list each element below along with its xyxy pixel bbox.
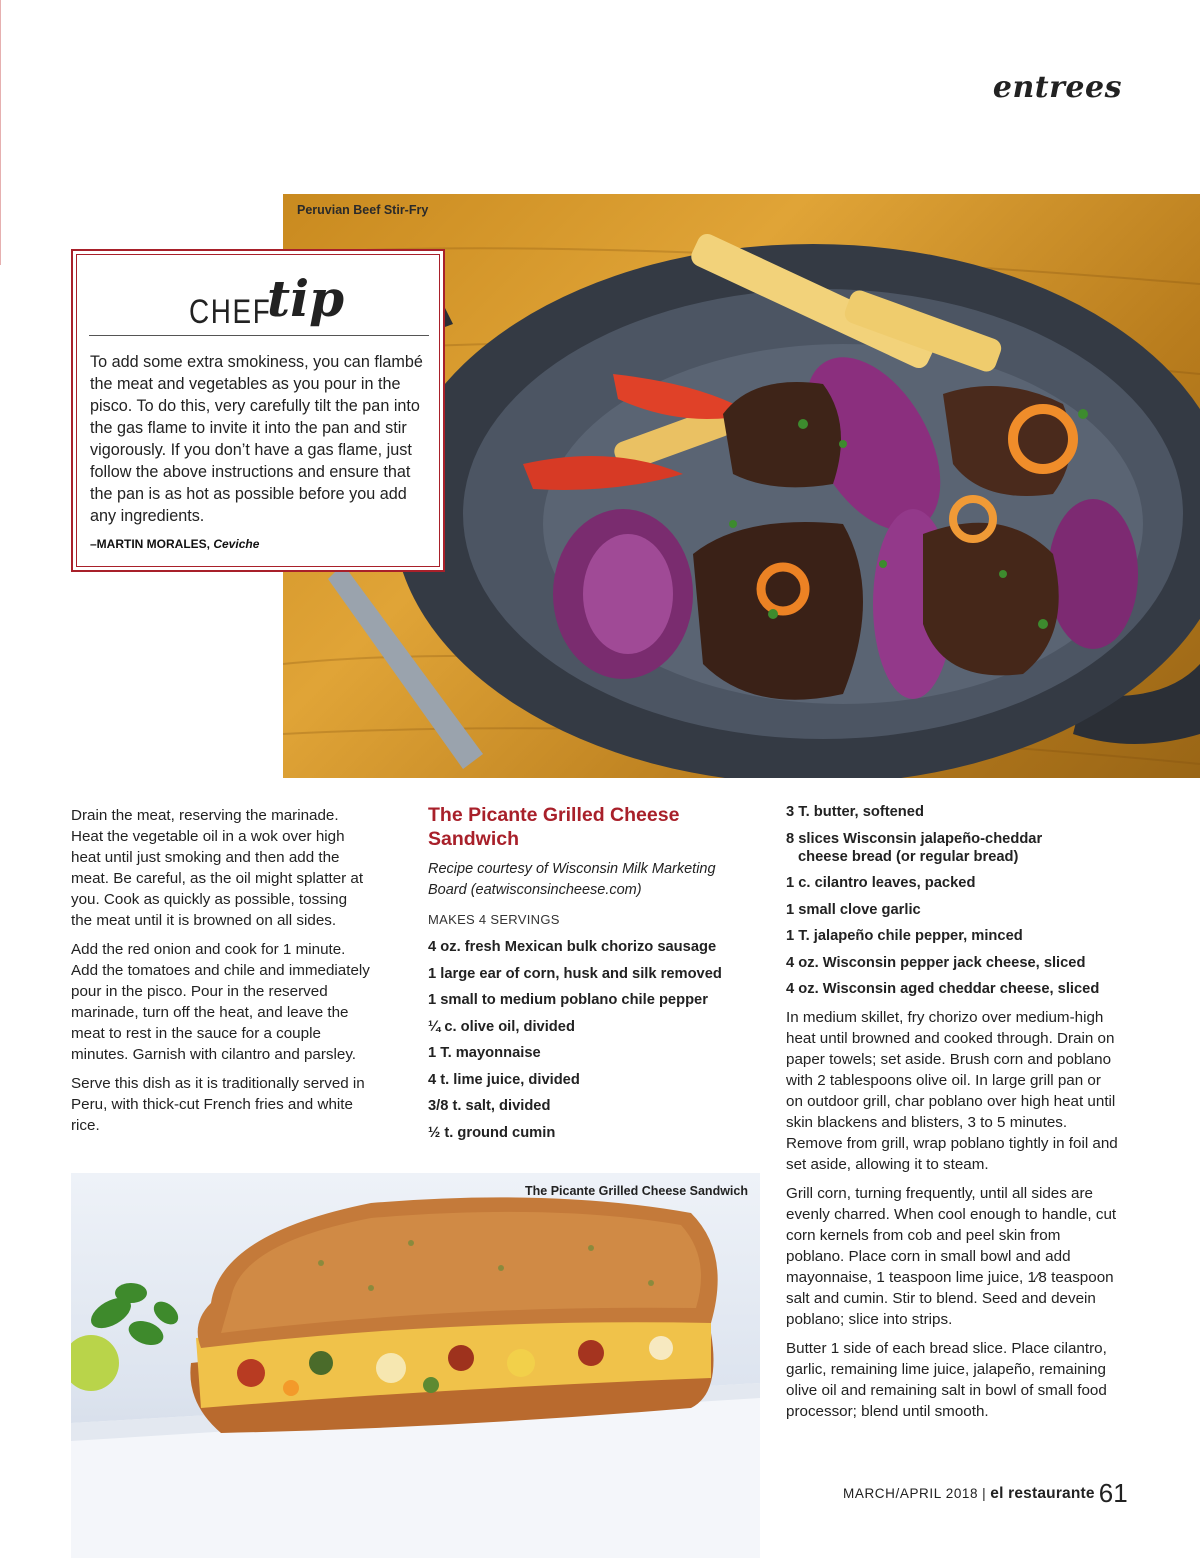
recipe-title: The Picante Grilled Cheese Sandwich	[428, 804, 680, 850]
ingredient-item: ½ t. ground cumin	[428, 1124, 556, 1141]
section-header: entrees	[992, 70, 1122, 105]
magazine-name: el restaurante	[990, 1485, 1095, 1502]
beef-photo-caption: Peruvian Beef Stir-Fry	[297, 203, 429, 217]
directions-paragraph: Grill corn, turning frequently, until all sides are evenly charred. When cool enough to handle, cut corn kernels from cob and peel skin from poblano. Place corn in small bowl and add mayonnaise, 1 teaspoon lime juice, 1⁄8 teaspoon salt and cumin. Stir to blend. Seed and devein poblano; slice into strips.	[786, 1184, 1117, 1328]
left-column	[71, 805, 371, 1144]
page-footer	[843, 1474, 1128, 1508]
sandwich-illustration	[71, 1173, 760, 1558]
ingredient-item: 4 t. lime juice, divided	[428, 1071, 580, 1088]
ingredient-item: 1 small to medium poblano chile pepper	[428, 992, 708, 1008]
footer-separator: |	[982, 1486, 987, 1501]
ingredient-item: 4 oz. Wisconsin aged cheddar cheese, sliced	[786, 981, 1100, 997]
ingredient-line-continued: cheese bread (or regular bread)	[798, 848, 1019, 865]
ingredient-item: 1 small clove garlic	[786, 901, 921, 918]
recipe-servings: MAKES 4 SERVINGS	[428, 912, 560, 927]
page-number: 61	[1098, 1478, 1128, 1508]
attribution-book: Ceviche	[213, 537, 260, 551]
ingredient-item: 1 T. mayonnaise	[428, 1045, 541, 1061]
sandwich-photo-caption: The Picante Grilled Cheese Sandwich	[525, 1184, 748, 1198]
ingredient-line: 8 slices Wisconsin jalapeño-cheddar	[786, 830, 1043, 847]
ingredient-item: 1 large ear of corn, husk and silk removed	[428, 965, 722, 982]
chef-tip-box	[71, 249, 445, 572]
ingredient-item: 4 oz. fresh Mexican bulk chorizo sausage	[428, 939, 717, 955]
recipe-credit: Recipe courtesy of Wisconsin Milk Marketing Board (eatwisconsincheese.com)	[428, 861, 716, 898]
ingredient-item: 3 T. butter, softened	[786, 804, 924, 820]
chef-tip-title-chef: CHEF	[189, 293, 272, 331]
ingredient-item: 3/8 t. salt, divided	[428, 1098, 551, 1114]
right-column	[786, 803, 1121, 1430]
method-paragraph: Drain the meat, reserving the marinade. Heat the vegetable oil in a wok over high heat until just smoking and then add the meat. Be careful, as the oil might splatter at you. Cook as quickly as possible, tossing the meat until it is browned on all sides.	[71, 807, 364, 929]
chef-tip-divider	[89, 335, 429, 336]
chef-tip-body: To add some extra smokiness, you can flambé the meat and vegetables as you pour in the pisco. To do this, very carefully tilt the pan into the gas flame to invite it into the pan and stir vigorously. If you don’t have a gas flame, just follow the above instructions and ensure that the pan is as hot as possible before you add any ingredients.	[90, 353, 423, 525]
chef-tip-attribution	[90, 537, 259, 551]
attribution-name: –MARTIN MORALES,	[90, 537, 210, 551]
ingredient-item: ¼ c. olive oil, divided	[428, 1018, 575, 1035]
chef-tip-title-tip: tip	[267, 269, 345, 328]
ingredient-item: 4 oz. Wisconsin pepper jack cheese, sliced	[786, 954, 1086, 971]
method-paragraph: Add the red onion and cook for 1 minute. Add the tomatoes and chile and immediately pour in the pisco. Pour in the reserved marinade, turn off the heat, and leave the meat to rest in the sauce for a couple minutes. Garnish with cilantro and parsley.	[71, 941, 370, 1063]
directions-paragraph: Butter 1 side of each bread slice. Place cilantro, garlic, remaining lime juice, jalapeño, remaining olive oil and remaining salt in bowl of small food processor; blend until smooth.	[786, 1339, 1107, 1420]
ingredient-item: 1 T. jalapeño chile pepper, minced	[786, 928, 1023, 944]
margin-rule	[0, 0, 1, 265]
middle-column	[428, 803, 746, 1150]
directions-paragraph: In medium skillet, fry chorizo over medium-high heat until browned and cooked through. Drain on paper towels; set aside. Brush corn and poblano with 2 tablespoons olive oil. In large grill pan or on outdoor grill, char poblano over high heat until skin blackens and blisters, 3 to 5 minutes. Remove from grill, wrap poblano tightly in foil and set aside, allowing it to steam.	[786, 1008, 1118, 1173]
ingredient-item: 1 c. cilantro leaves, packed	[786, 875, 976, 891]
method-paragraph: Serve this dish as it is traditionally served in Peru, with thick-cut French fries and white rice.	[71, 1075, 365, 1134]
ingredient-item	[786, 830, 1121, 866]
sandwich-photo	[71, 1173, 760, 1558]
issue-date: MARCH/APRIL 2018	[843, 1486, 979, 1501]
